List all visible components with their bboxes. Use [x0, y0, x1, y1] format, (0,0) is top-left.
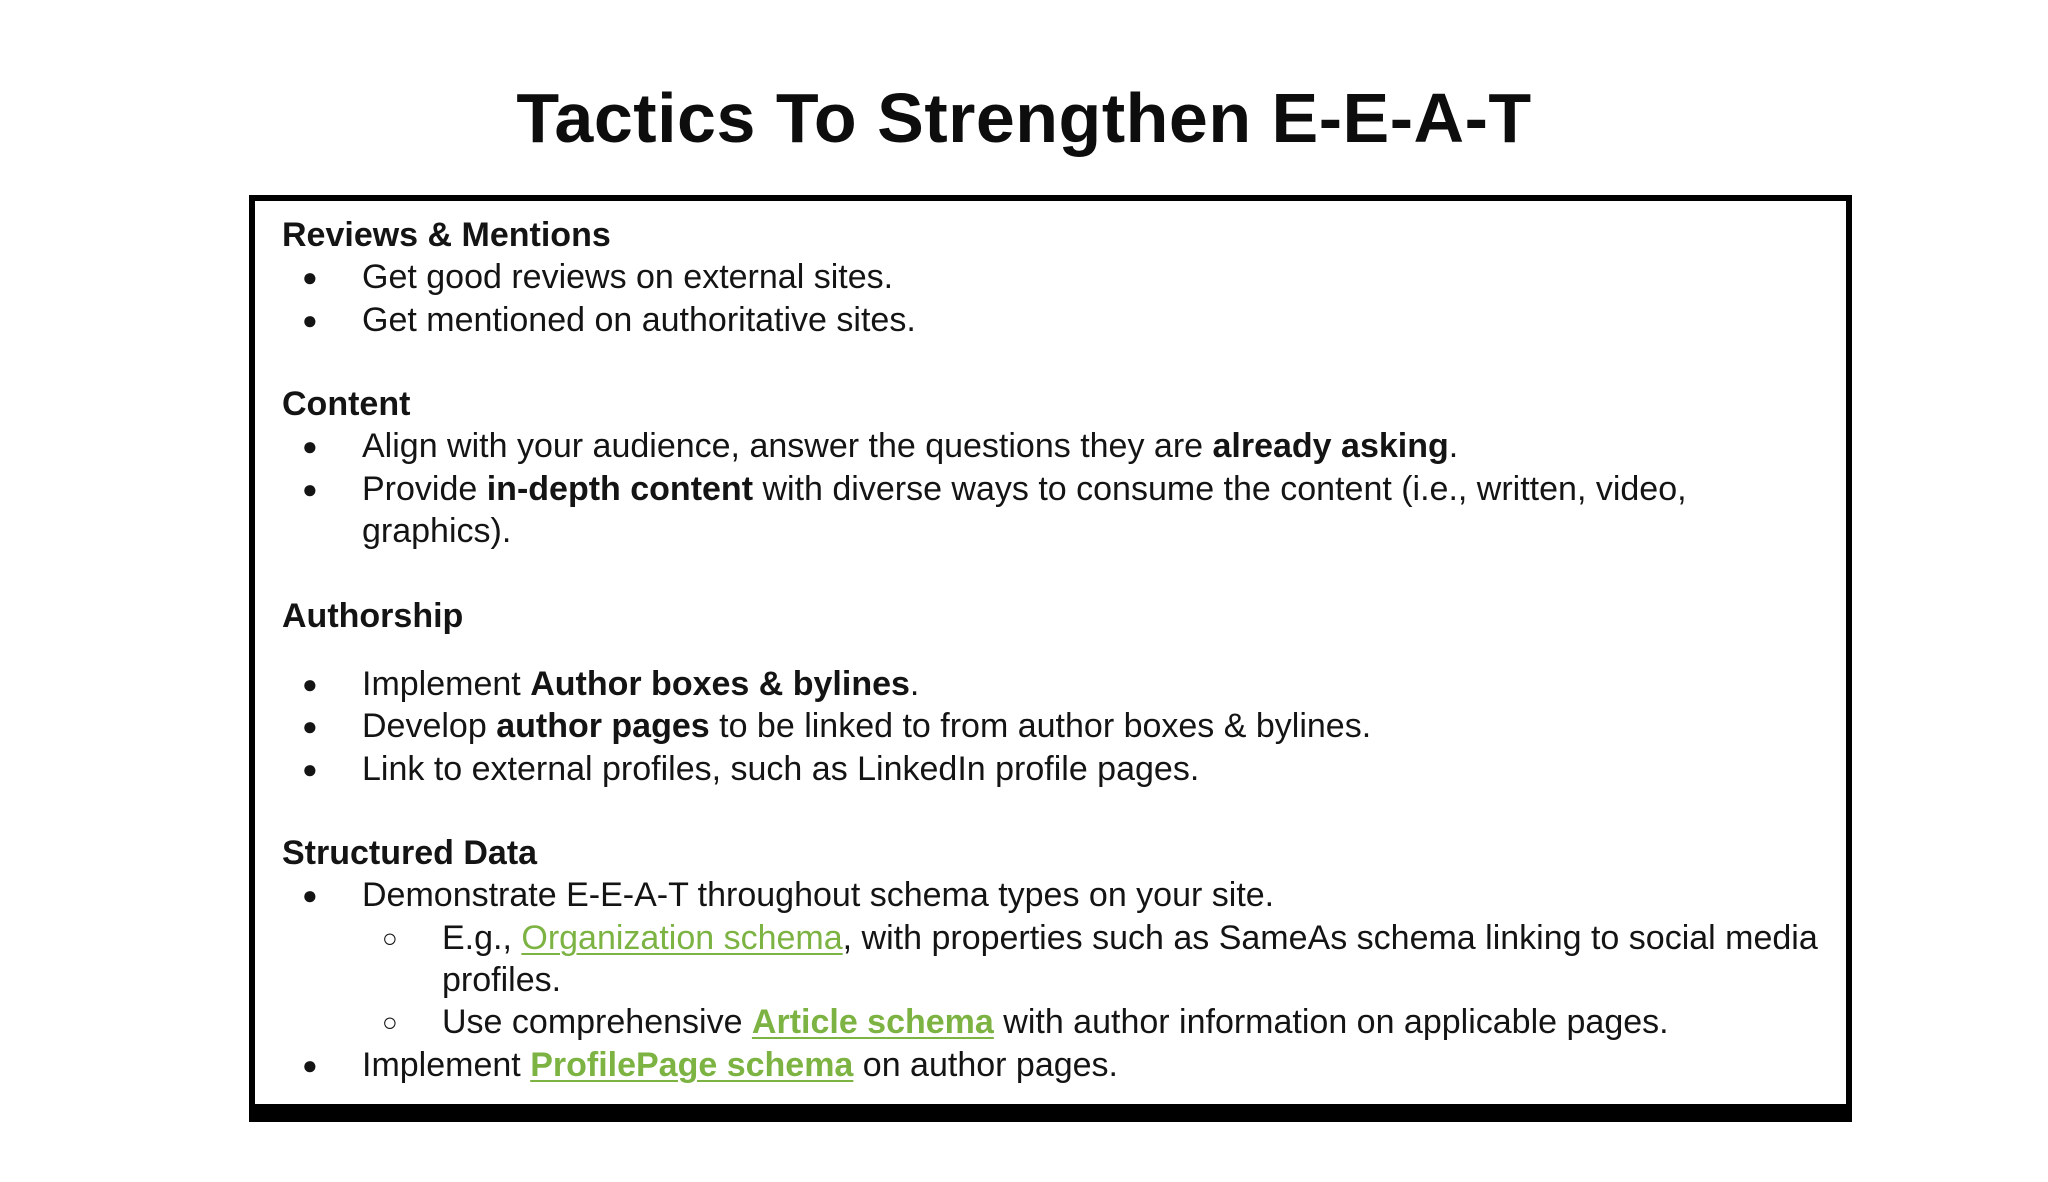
text-segment: Provide: [362, 469, 487, 508]
text-segment: to be linked to from author boxes & bylines.: [709, 707, 1372, 746]
list-item: [282, 299, 1822, 341]
text-segment: E.g.,: [442, 918, 522, 957]
list-item: [282, 748, 1822, 790]
list-item-text: Link to external profiles, such as LinkedIn profile pages.: [362, 749, 1200, 788]
bullet-icon: ●: [302, 1049, 318, 1080]
text-segment: , with properties such as SameAs schema linking to social media profiles.: [442, 918, 1818, 1000]
bullet-icon: ●: [302, 262, 318, 293]
spacer: [282, 552, 1822, 594]
profilepage-schema-link[interactable]: ProfilePage schema: [530, 1045, 854, 1084]
list-item: [282, 874, 1822, 916]
text-segment: with diverse ways to consume the content (i.e., written, video, graphics).: [362, 469, 1687, 551]
organization-schema-link[interactable]: Organization schema: [521, 918, 843, 957]
hollow-bullet-icon: ○: [382, 922, 398, 953]
section-heading-reviews: Reviews & Mentions: [282, 216, 611, 254]
emphasis-text: already asking: [1212, 427, 1449, 466]
text-segment: Develop: [362, 707, 497, 746]
bullet-icon: ●: [302, 668, 318, 699]
structured-data-list: [282, 874, 1822, 916]
article-schema-link[interactable]: Article schema: [751, 1003, 994, 1042]
section-heading-structured-data: Structured Data: [282, 834, 538, 873]
bullet-icon: ●: [302, 753, 318, 784]
emphasis-text: author pages: [496, 707, 710, 746]
list-item: [282, 663, 1822, 705]
reviews-list: [282, 256, 1822, 341]
list-item: [282, 425, 1822, 467]
text-segment: .: [909, 664, 920, 703]
authorship-list: [282, 663, 1822, 790]
text-segment: Use comprehensive: [442, 1003, 752, 1042]
spacer: [282, 637, 1822, 663]
section-heading-content: Content: [282, 385, 411, 424]
bullet-icon: ●: [302, 711, 318, 742]
spacer: [282, 341, 1822, 383]
text-segment: Implement: [362, 1045, 531, 1084]
bullet-icon: ●: [302, 473, 318, 504]
emphasis-text: in-depth content: [486, 469, 754, 508]
hollow-bullet-icon: ○: [382, 1007, 398, 1038]
structured-data-list-continued: [282, 1044, 1822, 1086]
content-list: [282, 425, 1822, 552]
bullet-icon: ●: [302, 304, 318, 335]
emphasis-text: Author boxes & bylines: [530, 664, 910, 703]
section-heading-authorship: Authorship: [282, 596, 464, 635]
list-item: [282, 1001, 1822, 1043]
list-item: [282, 1044, 1822, 1086]
page-title: Tactics To Strengthen E-E-A-T: [516, 79, 1532, 157]
content-body: [282, 214, 1822, 1086]
text-segment: Align with your audience, answer the questions they are: [362, 427, 1213, 466]
list-item-text: Demonstrate E-E-A-T throughout schema types on your site.: [362, 876, 1275, 915]
list-item: [282, 917, 1822, 1002]
spacer: [282, 790, 1822, 832]
structured-data-sublist: [282, 917, 1822, 1044]
bullet-icon: ●: [302, 880, 318, 911]
text-segment: Implement: [362, 664, 531, 703]
text-segment: .: [1448, 427, 1459, 466]
list-item-text: Get mentioned on authoritative sites.: [362, 300, 916, 339]
text-segment: with author information on applicable pages.: [993, 1003, 1669, 1042]
text-segment: on author pages.: [853, 1045, 1118, 1084]
bullet-icon: ●: [302, 431, 318, 462]
list-item-text: Get good reviews on external sites.: [362, 258, 894, 297]
list-item: [282, 256, 1822, 298]
list-item: [282, 468, 1822, 553]
list-item: [282, 705, 1822, 747]
